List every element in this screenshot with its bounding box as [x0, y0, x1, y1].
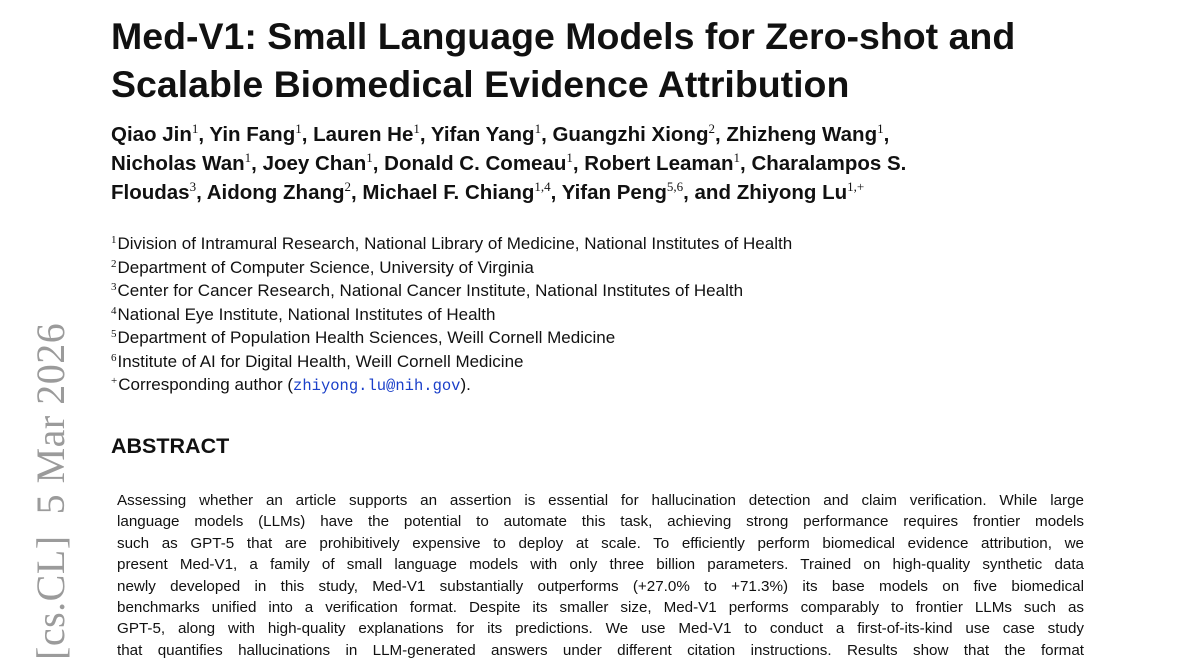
author-name-part: Charalampos S. [751, 152, 907, 175]
abstract-line: newly developed in this study, Med-V1 substantially outperforms (+27.0% to +71.3%) its base models on five biomedical [117, 577, 1084, 595]
author-name: Qiao Jin [111, 123, 192, 146]
author-name: Lauren He [313, 123, 414, 146]
author-affil-sup: 2 [344, 179, 352, 194]
author-affil-sup: 1 [877, 121, 884, 136]
corresponding-suffix: ). [460, 375, 471, 394]
author-name: Michael F. Chiang [362, 181, 535, 204]
abstract-body [117, 490, 1084, 661]
arxiv-side-stamp: [cs.CL] 5 Mar 2026 [28, 322, 73, 660]
corresponding-sup: + [111, 375, 118, 387]
author-name: Robert Leaman [584, 152, 734, 175]
abstract-line: GPT-5, along with high-quality explanations for its predictions. We use Med-V1 to conduct a first-of-its-kind use case study [117, 620, 1084, 638]
author-line: Qiao Jin$^1$, Yin Fang$^1$, Lauren He$^1$, Yifan Yang$^1$, Guangzhi Xiong$^2$, Zhizheng Wang$^1$, [111, 121, 890, 146]
affiliation-text: National Eye Institute, National Institutes of Health [117, 304, 496, 324]
affiliation-text: Department of Population Health Sciences, Weill Cornell Medicine [117, 328, 616, 347]
abstract-line: such as GPT-5 that are prohibitively expensive to deploy at scale. To efficiently perform biomedical evidence attribution, we [117, 534, 1084, 552]
abstract-line: language models (LLMs) have the potential to automate this task, achieving strong performance requires frontier models [117, 513, 1084, 531]
affiliation-text: Institute of AI for Digital Health, Weill Cornell Medicine [117, 351, 524, 371]
author-name: Joey Chan [262, 152, 367, 175]
author-name-part: Floudas [111, 181, 190, 204]
corresponding-author [111, 373, 1111, 399]
author-name: Aidong Zhang [206, 181, 345, 204]
abstract-line: present Med-V1, a family of small language models with only three billion parameters. Trained on high-quality synthetic data [117, 556, 1084, 574]
affiliation-text: Department of Computer Science, University of Virginia [117, 257, 534, 277]
abstract-line: benchmarks unified into a verification format. Despite its smaller size, Med-V1 performs comparably to frontier LLMs such as [117, 599, 1084, 617]
author-affil-sup: 1,+ [847, 179, 865, 194]
affiliation-list [111, 232, 1111, 399]
author-name: Guangzhi Xiong [552, 123, 709, 146]
author-name: Yifan Yang [430, 123, 535, 146]
affiliation-item [111, 279, 1111, 303]
abstract-heading: ABSTRACT [111, 434, 230, 458]
author-list [111, 120, 1111, 207]
author-affil-sup: 1 [413, 121, 420, 136]
affiliation-item [111, 350, 1111, 374]
author-affil-sup: 1 [733, 150, 741, 165]
title-line: Scalable Biomedical Evidence Attribution [111, 63, 850, 105]
title-line: Med-V1: Small Language Models for Zero-shot and [111, 15, 1016, 57]
affiliation-item [111, 232, 1111, 256]
affiliation-sup: 4 [111, 304, 117, 317]
author-affil-sup: 1 [566, 150, 573, 165]
corresponding-prefix: Corresponding author ( [118, 375, 294, 394]
author-affil-sup: 1 [191, 121, 199, 136]
author-name: Yifan Peng [561, 181, 667, 204]
author-affil-sup: 1 [244, 150, 252, 165]
affiliation-sup: 2 [111, 257, 117, 270]
author-name: Zhiyong Lu [736, 181, 848, 204]
author-affil-sup: 1 [534, 121, 542, 136]
affiliation-item [111, 303, 1111, 327]
paper-title [111, 12, 1111, 108]
author-affil-sup: 1,4 [534, 179, 551, 194]
email-link[interactable]: zhiyong.lu@nih.gov [293, 377, 461, 395]
author-affil-sup: 1 [295, 121, 302, 136]
author-name: Zhizheng Wang [726, 123, 878, 146]
author-name: Donald C. Comeau [384, 152, 567, 175]
author-affil-sup: 3 [189, 179, 197, 194]
affiliation-item [111, 256, 1111, 280]
author-affil-sup: 1 [366, 150, 373, 165]
abstract-line: that quantifies hallucinations in LLM-generated answers under different citation instructions. Results show that the format [117, 641, 1084, 659]
affiliation-text: Center for Cancer Research, National Cancer Institute, National Institutes of Health [117, 281, 744, 300]
affiliation-sup: 3 [111, 281, 117, 293]
author-name: Nicholas Wan [111, 152, 245, 175]
affiliation-sup: 5 [111, 328, 117, 340]
affiliation-text: Division of Intramural Research, National Library of Medicine, National Institutes of Health [117, 234, 793, 253]
author-line: Nicholas Wan$^1$, Joey Chan$^1$, Donald C. Comeau$^1$, Robert Leaman$^1$, Charalampos S. [111, 150, 907, 175]
author-affil-sup: 2 [708, 121, 715, 136]
author-line: Floudas$^3$, Aidong Zhang$^2$, Michael F. Chiang$^{1,4}$, Yifan Peng$^{5,6}$, and Zhiyong $Lu^{1,+}$ [111, 179, 865, 204]
author-name: Yin Fang [209, 123, 296, 146]
affiliation-item [111, 326, 1111, 350]
affiliation-sup: 1 [111, 234, 117, 246]
affiliation-sup: 6 [111, 351, 117, 364]
author-affil-sup: 5,6 [666, 179, 684, 194]
abstract-line: Assessing whether an article supports an assertion is essential for hallucination detection and claim verification. While large [117, 492, 1084, 509]
